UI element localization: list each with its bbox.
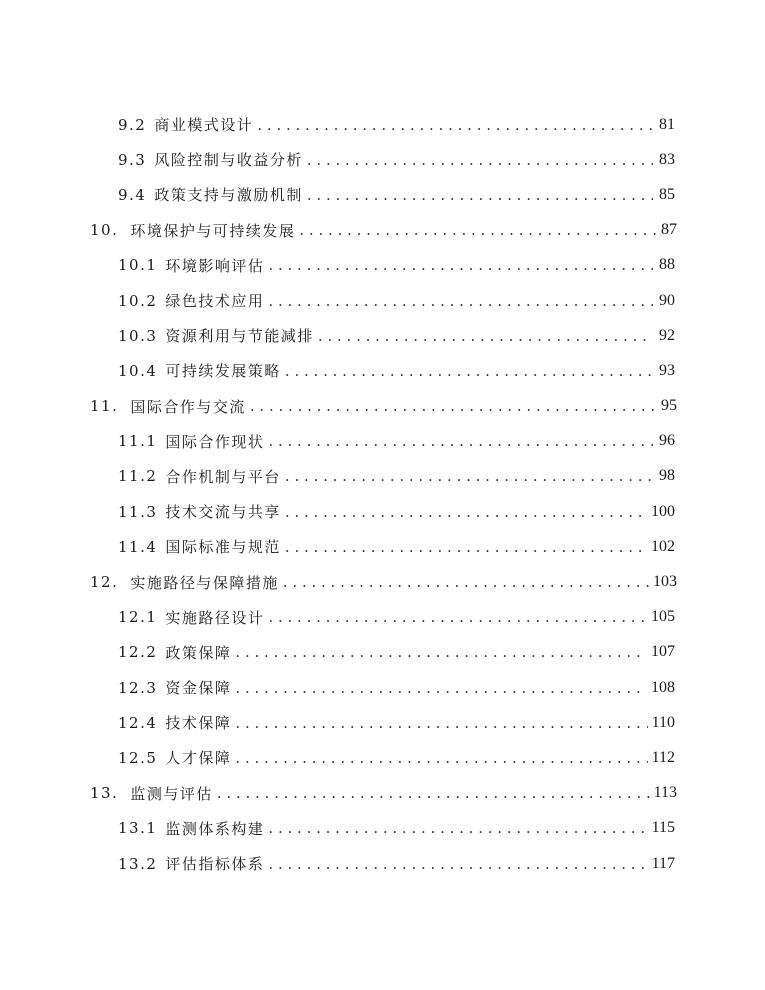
toc-entry-title: 环境保护与可持续发展 <box>130 221 296 240</box>
toc-entry-title: 风险控制与收益分析 <box>154 151 303 170</box>
toc-entry-title: 国际合作现状 <box>165 432 265 451</box>
toc-entry-title: 商业模式设计 <box>154 116 254 135</box>
toc-section-entry[interactable] <box>0 635 765 670</box>
toc-section-entry[interactable] <box>0 459 765 494</box>
toc-entry-number: 12.3 <box>118 678 158 697</box>
toc-entry-title: 资源利用与节能减排 <box>165 327 314 346</box>
toc-entry-title: 政策支持与激励机制 <box>154 186 303 205</box>
toc-entry-number: 9.3 <box>118 150 147 169</box>
toc-entry-number: 11.4 <box>118 537 158 556</box>
toc-section-entry[interactable] <box>0 177 765 212</box>
table-of-contents <box>0 107 765 881</box>
toc-entry-title: 监测与评估 <box>130 784 213 803</box>
toc-entry-title: 国际合作与交流 <box>130 397 246 416</box>
toc-entry-number: 10.1 <box>118 256 158 275</box>
toc-entry-number: 10.4 <box>118 361 158 380</box>
toc-section-entry[interactable] <box>0 740 765 775</box>
toc-entry-page-number: 107 <box>651 643 675 661</box>
toc-section-entry[interactable] <box>0 248 765 283</box>
toc-dot-leader <box>285 362 653 380</box>
toc-entry-title: 环境影响评估 <box>165 256 265 275</box>
toc-entry-number: 9.2 <box>118 115 147 134</box>
toc-entry-title: 技术保障 <box>165 714 232 733</box>
toc-entry-page-number: 88 <box>659 256 675 274</box>
toc-entry-page-number: 117 <box>651 854 675 872</box>
toc-dot-leader <box>299 221 657 239</box>
toc-section-entry[interactable] <box>0 811 765 846</box>
toc-entry-title: 技术交流与共享 <box>165 503 281 522</box>
toc-entry-number: 13. <box>90 784 119 803</box>
toc-section-entry[interactable] <box>0 600 765 635</box>
toc-dot-leader <box>285 467 653 485</box>
toc-entry-title: 实施路径与保障措施 <box>130 573 279 592</box>
toc-dot-leader <box>268 292 653 310</box>
toc-entry-page-number: 102 <box>651 537 675 555</box>
toc-entry-number: 12. <box>90 573 119 592</box>
toc-entry-page-number: 90 <box>659 291 675 309</box>
toc-section-entry[interactable] <box>0 529 765 564</box>
toc-dot-leader <box>307 186 653 204</box>
toc-section-entry[interactable] <box>0 424 765 459</box>
toc-entry-page-number: 103 <box>653 573 677 591</box>
toc-section-entry[interactable] <box>0 494 765 529</box>
toc-chapter-entry[interactable] <box>0 213 765 248</box>
toc-entry-number: 13.1 <box>118 819 158 838</box>
toc-section-entry[interactable] <box>0 705 765 740</box>
toc-entry-number: 12.5 <box>118 748 158 767</box>
toc-dot-leader <box>285 538 647 556</box>
toc-entry-title: 监测体系构建 <box>165 819 265 838</box>
toc-dot-leader <box>235 643 647 661</box>
toc-dot-leader <box>235 679 647 697</box>
toc-entry-title: 政策保障 <box>165 643 232 662</box>
toc-entry-title: 绿色技术应用 <box>165 292 265 311</box>
toc-chapter-entry[interactable] <box>0 389 765 424</box>
toc-dot-leader <box>268 432 653 450</box>
toc-chapter-entry[interactable] <box>0 564 765 599</box>
toc-dot-leader <box>257 116 653 134</box>
toc-dot-leader <box>250 397 657 415</box>
toc-dot-leader <box>318 327 653 345</box>
toc-entry-number: 12.4 <box>118 713 158 732</box>
toc-entry-number: 12.2 <box>118 643 158 662</box>
toc-entry-title: 国际标准与规范 <box>165 538 281 557</box>
toc-section-entry[interactable] <box>0 283 765 318</box>
toc-entry-page-number: 113 <box>653 784 677 802</box>
toc-dot-leader <box>268 256 653 274</box>
toc-entry-number: 9.4 <box>118 185 147 204</box>
toc-section-entry[interactable] <box>0 318 765 353</box>
toc-entry-page-number: 98 <box>659 467 675 485</box>
toc-entry-title: 可持续发展策略 <box>165 362 281 381</box>
toc-entry-page-number: 85 <box>659 185 675 203</box>
toc-entry-page-number: 105 <box>651 608 675 626</box>
toc-section-entry[interactable] <box>0 107 765 142</box>
toc-dot-leader <box>307 151 653 169</box>
toc-entry-number: 13.2 <box>118 854 158 873</box>
toc-entry-number: 10.2 <box>118 291 158 310</box>
toc-dot-leader <box>235 714 647 732</box>
toc-entry-page-number: 81 <box>659 115 675 133</box>
toc-entry-number: 11.3 <box>118 502 158 521</box>
toc-entry-number: 10. <box>90 221 119 240</box>
toc-entry-page-number: 95 <box>661 397 677 415</box>
toc-section-entry[interactable] <box>0 846 765 881</box>
toc-dot-leader <box>217 784 652 802</box>
toc-entry-page-number: 112 <box>651 748 675 766</box>
toc-entry-page-number: 92 <box>659 326 675 344</box>
toc-dot-leader <box>283 573 651 591</box>
toc-section-entry[interactable] <box>0 142 765 177</box>
toc-dot-leader <box>268 855 647 873</box>
toc-entry-title: 评估指标体系 <box>165 855 265 874</box>
toc-entry-page-number: 96 <box>659 432 675 450</box>
toc-entry-number: 11.2 <box>118 467 158 486</box>
toc-entry-page-number: 115 <box>651 819 675 837</box>
toc-chapter-entry[interactable] <box>0 776 765 811</box>
toc-entry-number: 12.1 <box>118 608 158 627</box>
toc-entry-number: 11.1 <box>118 432 158 451</box>
toc-dot-leader <box>235 749 647 767</box>
toc-entry-page-number: 100 <box>651 502 675 520</box>
toc-entry-page-number: 87 <box>661 221 677 239</box>
toc-entry-page-number: 110 <box>651 713 675 731</box>
toc-entry-page-number: 108 <box>651 678 675 696</box>
toc-entry-page-number: 83 <box>659 150 675 168</box>
toc-entry-title: 合作机制与平台 <box>165 467 281 486</box>
toc-dot-leader <box>268 819 647 837</box>
toc-section-entry[interactable] <box>0 353 765 388</box>
toc-entry-title: 实施路径设计 <box>165 608 265 627</box>
toc-entry-number: 10.3 <box>118 326 158 345</box>
toc-entry-page-number: 93 <box>659 361 675 379</box>
toc-entry-title: 资金保障 <box>165 679 232 698</box>
toc-entry-title: 人才保障 <box>165 749 232 768</box>
toc-dot-leader <box>268 608 647 626</box>
toc-section-entry[interactable] <box>0 670 765 705</box>
toc-entry-number: 11. <box>90 397 119 416</box>
toc-dot-leader <box>285 503 647 521</box>
